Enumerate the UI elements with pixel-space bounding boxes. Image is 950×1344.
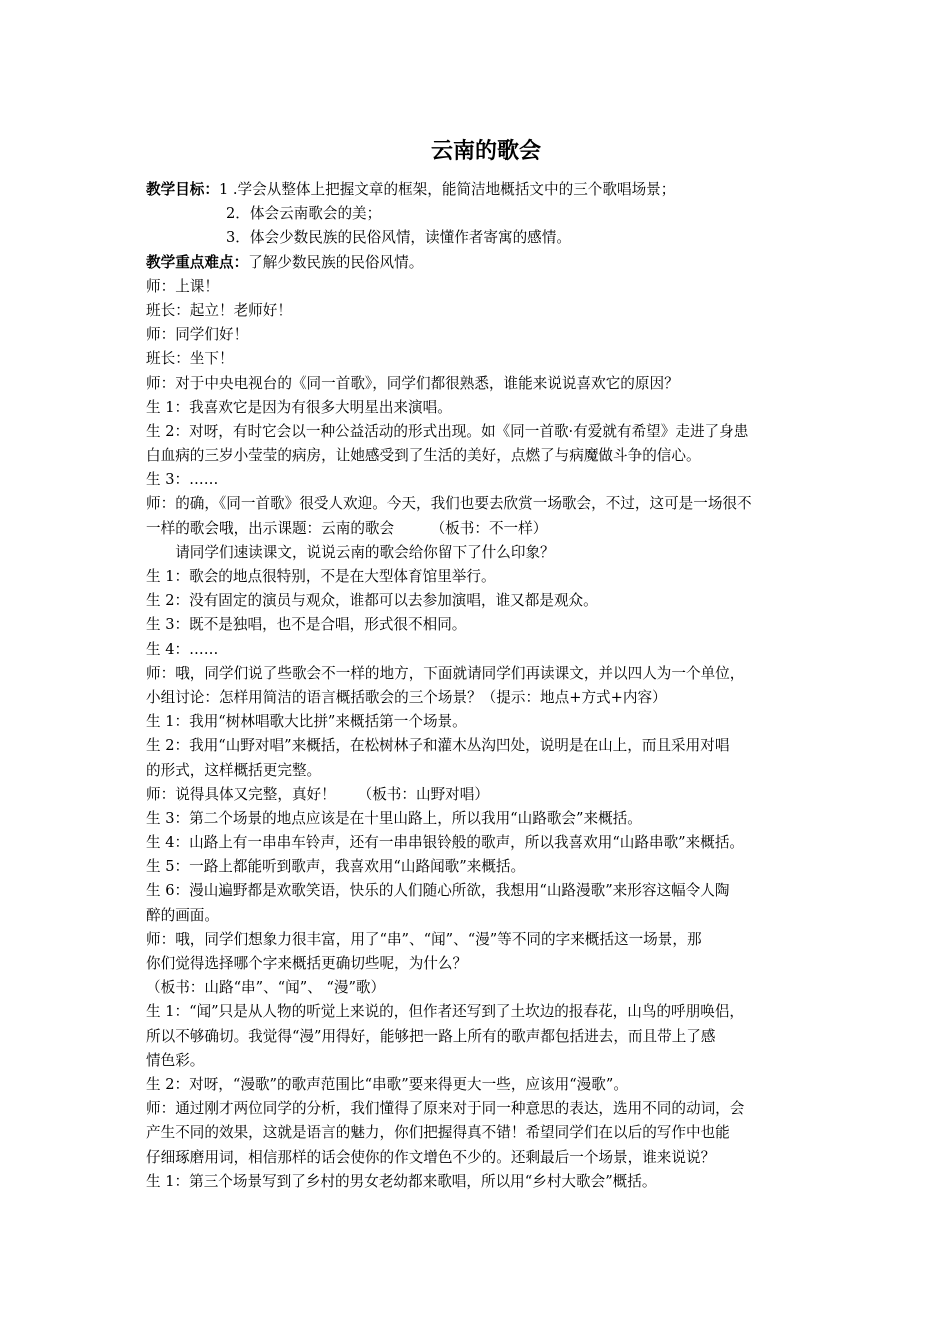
dialogue-line: 师：对于中央电视台的《同一首歌》，同学们都很熟悉，谁能来说说喜欢它的原因？ <box>146 374 679 392</box>
document-body <box>146 132 826 1194</box>
dialogue-line: 你们觉得选择哪个字来概括更确切些呢，为什么？ <box>146 955 468 972</box>
dialogue-line: 师：说得具体又完整，真好！ （板书：山野对唱） <box>146 785 489 803</box>
dialogue-line: 生 3：既不是独唱，也不是合唱，形式很不相同。 <box>146 616 467 634</box>
dialogue <box>146 275 826 1194</box>
key-points-text: 了解少数民族的民俗风情。 <box>248 253 424 271</box>
dialogue-line: 仔细琢磨用词，相信那样的话会使你的作文增色不少的。还剩最后一个场景，谁来说说？ <box>146 1148 716 1166</box>
objectives-label: 教学目标： <box>146 181 219 198</box>
dialogue-line: 师：哦，同学们说了些歌会不一样的地方，下面就请同学们再读课文，并以四人为一个单位， <box>146 664 745 682</box>
dialogue-line: 产生不同的效果，这就是语言的魅力，你们把握得真不错！希望同学们在以后的写作中也能 <box>146 1124 730 1142</box>
dialogue-line: 生 6：漫山遍野都是欢歌笑语，快乐的人们随心所欲，我想用“山路漫歌”来形容这幅令人陶 <box>146 882 730 900</box>
dialogue-line: 生 1：我喜欢它是因为有很多大明星出来演唱。 <box>146 398 452 416</box>
objective-item: 2．体会云南歌会的美； <box>226 205 382 223</box>
objective-item: 3．体会少数民族的民俗风情，读懂作者寄寓的感情。 <box>226 229 571 247</box>
page-title: 云南的歌会 <box>430 139 541 164</box>
dialogue-line: 生 3：…… <box>146 471 219 489</box>
dialogue-line: 醉的画面。 <box>146 906 219 924</box>
dialogue-line: 情色彩。 <box>146 1051 205 1069</box>
dialogue-line: 请同学们速读课文，说说云南的歌会给你留下了什么印象？ <box>146 543 555 561</box>
dialogue-line: 一样的歌会哦，出示课题：云南的歌会 （板书：不一样） <box>146 519 548 537</box>
dialogue-line: 师：上课！ <box>146 277 219 295</box>
dialogue-line: 师：通过刚才两位同学的分析，我们懂得了原来对于同一种意思的表达，选用不同的动词，会 <box>146 1100 745 1118</box>
dialogue-line: 生 2：对呀，有时它会以一种公益活动的形式出现。如《同一首歌·有爱就有希望》走进了身患 <box>146 422 749 440</box>
objective-line-3 <box>146 226 826 250</box>
dialogue-line: 生 1：“闻”只是从人物的听觉上来说的，但作者还写到了土坎边的报春花，山鸟的呼朋唤侣， <box>146 1003 745 1021</box>
key-points-line <box>146 251 826 275</box>
dialogue-line: 生 1：第三个场景写到了乡村的男女老幼都来歌唱，所以用“乡村大歌会”概括。 <box>146 1172 657 1190</box>
dialogue-line: 白血病的三岁小莹莹的病房，让她感受到了生活的美好，点燃了与病魔做斗争的信心。 <box>146 447 701 465</box>
dialogue-line: 师：同学们好！ <box>146 326 249 344</box>
dialogue-line: 生 2：对呀，“漫歌”的歌声范围比“串歌”要来得更大一些，应该用“漫歌”。 <box>146 1075 628 1093</box>
dialogue-line: 班长：坐下！ <box>146 350 234 368</box>
objective-item: 1 .学会从整体上把握文章的框架，能简洁地概括文中的三个歌唱场景； <box>218 181 676 198</box>
dialogue-line: 师：哦，同学们想象力很丰富，用了“串”、“闻”、“漫”等不同的字来概括这一场景，那 <box>146 930 702 948</box>
dialogue-line: 生 4：…… <box>146 640 219 658</box>
key-points-label: 教学重点难点： <box>146 253 249 271</box>
dialogue-line: 生 3：第二个场景的地点应该是在十里山路上，所以我用“山路歌会”来概括。 <box>146 809 642 827</box>
dialogue-line: 生 2：我用“山野对唱”来概括，在松树林子和灌木丛沟凹处，说明是在山上，而且采用对唱 <box>146 737 730 755</box>
dialogue-line: 所以不够确切。我觉得“漫”用得好，能够把一路上所有的歌声都包括进去，而且带上了感 <box>146 1027 716 1045</box>
dialogue-line: 生 5：一路上都能听到歌声，我喜欢用“山路闻歌”来概括。 <box>146 858 526 876</box>
dialogue-line: 班长：起立！老师好！ <box>146 301 292 319</box>
objective-line-2 <box>146 202 826 226</box>
dialogue-line: 小组讨论：怎样用简洁的语言概括歌会的三个场景？（提示：地点+方式+内容） <box>146 688 667 706</box>
dialogue-line: 的形式，这样概括更完整。 <box>146 761 322 779</box>
dialogue-line: 生 1：我用“树林唱歌大比拼”来概括第一个场景。 <box>146 713 467 731</box>
dialogue-line: 师：的确，《同一首歌》很受人欢迎。今天，我们也要去欣赏一场歌会，不过，这可是一场很不 <box>146 495 752 513</box>
objective-line-1 <box>146 178 826 202</box>
dialogue-line: （板书：山路“串”、“闻”、 “漫”歌） <box>146 979 386 997</box>
dialogue-line: 生 1：歌会的地点很特别，不是在大型体育馆里举行。 <box>146 568 496 585</box>
dialogue-line: 生 4：山路上有一串串车铃声，还有一串串银铃般的歌声，所以我喜欢用“山路串歌”来概括。 <box>146 834 745 852</box>
dialogue-line: 生 2：没有固定的演员与观众，谁都可以去参加演唱，谁又都是观众。 <box>146 592 598 610</box>
